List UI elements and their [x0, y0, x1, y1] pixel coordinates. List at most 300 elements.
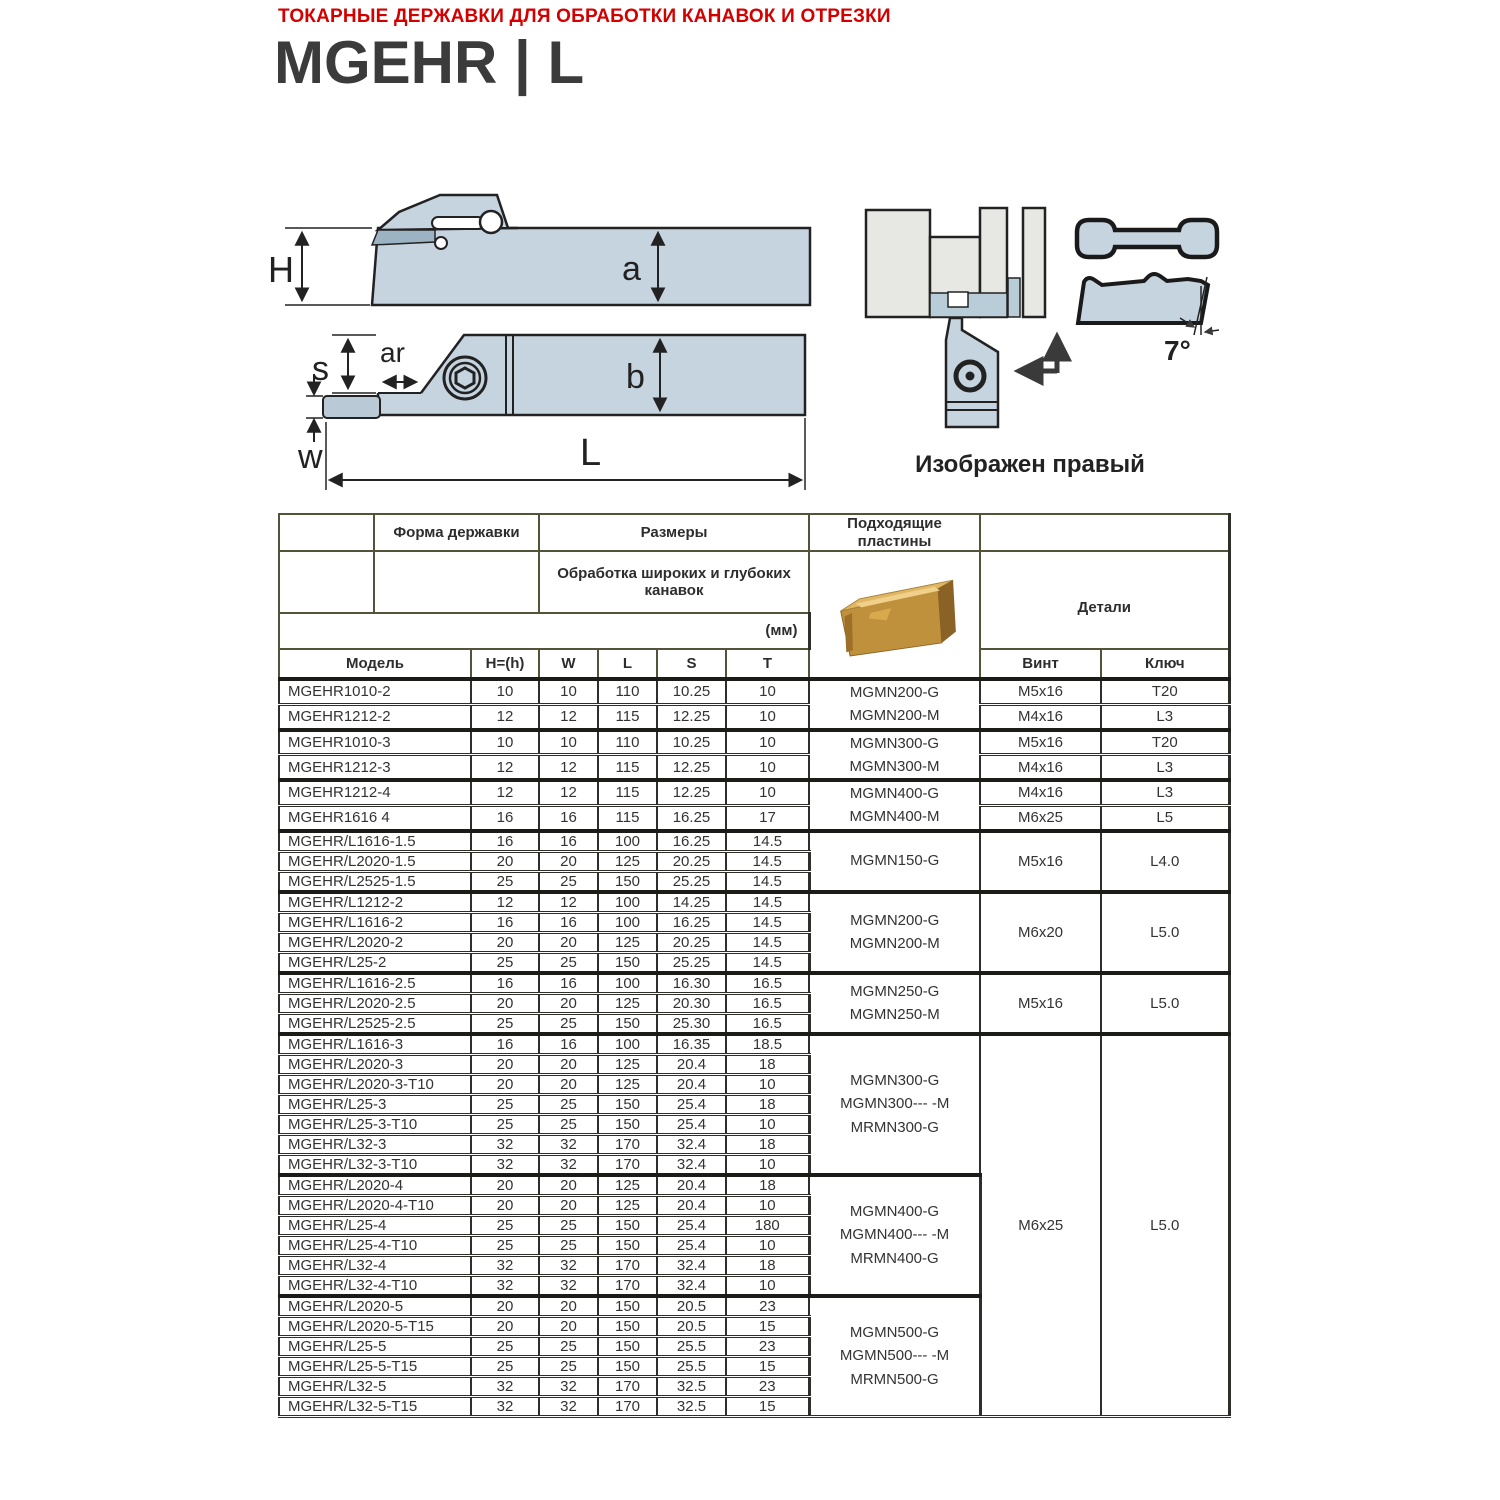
dim-w-cell: 20 — [539, 993, 598, 1013]
plate-line: MGMN200-M — [849, 707, 940, 725]
dim-s-cell: 25.4 — [657, 1215, 726, 1235]
dim-t-cell: 23 — [726, 1376, 809, 1396]
dim-w-cell: 25 — [539, 1336, 598, 1356]
dim-s-cell: 20.5 — [657, 1296, 726, 1317]
dim-t-cell: 14.5 — [726, 952, 809, 973]
plate-line: MGMN500--- -M — [839, 1347, 950, 1365]
dim-h-cell: 20 — [471, 1074, 539, 1094]
dim-w-cell: 32 — [539, 1134, 598, 1154]
dim-s-cell: 32.5 — [657, 1376, 726, 1396]
dim-t-cell: 18 — [726, 1054, 809, 1074]
dim-h-cell: 20 — [471, 1195, 539, 1215]
mini-holder-drawing — [946, 318, 998, 427]
dim-t-cell: 16.5 — [726, 1013, 809, 1034]
angle-label: 7° — [1164, 335, 1191, 366]
dim-s-cell: 32.4 — [657, 1255, 726, 1275]
dim-t-cell: 15 — [726, 1316, 809, 1336]
dim-w-cell: 12 — [539, 755, 598, 780]
dim-h-cell: 32 — [471, 1255, 539, 1275]
dim-l-cell: 100 — [598, 831, 657, 852]
dim-w-cell: 20 — [539, 1316, 598, 1336]
dim-w-cell: 12 — [539, 892, 598, 913]
model-cell: MGEHR/L2525-1.5 — [279, 871, 471, 892]
dim-h-cell: 25 — [471, 1094, 539, 1114]
dim-l-cell: 170 — [598, 1255, 657, 1275]
model-cell: MGEHR1010-2 — [279, 679, 471, 704]
col-header-t: T — [726, 649, 809, 679]
clamp-slot-hole — [480, 211, 502, 233]
dim-s-cell: 20.25 — [657, 851, 726, 871]
col-header-w: W — [539, 649, 598, 679]
plates-cell — [809, 1034, 980, 1175]
dim-t-cell: 17 — [726, 805, 809, 830]
dim-h-cell: 32 — [471, 1275, 539, 1296]
page-tagline: ТОКАРНЫЕ ДЕРЖАВКИ ДЛЯ ОБРАБОТКИ КАНАВОК И ОТРЕЗКИ — [278, 6, 891, 27]
model-cell: MGEHR/L32-3-T10 — [279, 1154, 471, 1175]
plates-cell — [809, 780, 980, 831]
dim-l-cell: 100 — [598, 973, 657, 994]
screw-cell: M6x20 — [980, 892, 1101, 973]
model-cell: MGEHR/L2020-2 — [279, 932, 471, 952]
plate-line: MRMN300-G — [850, 1118, 939, 1136]
dim-h-cell: 25 — [471, 871, 539, 892]
header-holder-form: Форма державки — [374, 514, 539, 551]
model-cell: MGEHR/L2020-5-T15 — [279, 1316, 471, 1336]
dim-t-cell: 16.5 — [726, 973, 809, 994]
screw-cell: M5x16 — [980, 730, 1101, 755]
dim-h-cell: 20 — [471, 1296, 539, 1317]
dim-l-cell: 110 — [598, 679, 657, 704]
plate-line: MGMN500-G — [849, 1324, 940, 1342]
plates-cell — [809, 679, 980, 730]
dim-s-cell: 20.4 — [657, 1195, 726, 1215]
dim-l-cell: 110 — [598, 730, 657, 755]
dim-h-cell: 32 — [471, 1154, 539, 1175]
col-header-h: H=(h) — [471, 649, 539, 679]
col-header-s: S — [657, 649, 726, 679]
dim-l-cell: 100 — [598, 892, 657, 913]
dim-s-cell: 20.4 — [657, 1074, 726, 1094]
col-header-screw: Винт — [980, 649, 1101, 679]
plates-cell — [809, 892, 980, 973]
dim-l-cell: 150 — [598, 871, 657, 892]
table-row — [279, 892, 1229, 913]
key-cell: L5.0 — [1101, 973, 1229, 1034]
spec-table-body — [279, 679, 1229, 1416]
key-cell: L5.0 — [1101, 1034, 1229, 1417]
model-cell: MGEHR/L32-4-T10 — [279, 1275, 471, 1296]
dim-s-cell: 25.30 — [657, 1013, 726, 1034]
groove-slot — [948, 292, 968, 307]
dim-s-cell: 25.4 — [657, 1114, 726, 1134]
dim-w-cell: 20 — [539, 1054, 598, 1074]
dim-t-cell: 23 — [726, 1296, 809, 1317]
table-row — [279, 973, 1229, 994]
model-cell: MGEHR1010-3 — [279, 730, 471, 755]
dim-w-cell: 16 — [539, 831, 598, 852]
spec-table-head — [279, 514, 1229, 679]
model-cell: MGEHR/L1616-2.5 — [279, 973, 471, 994]
dim-s-cell: 32.4 — [657, 1275, 726, 1296]
dim-t-cell: 18 — [726, 1175, 809, 1196]
table-row — [279, 755, 1229, 780]
dim-t-cell: 14.5 — [726, 831, 809, 852]
dim-w-cell: 16 — [539, 1034, 598, 1055]
model-cell: MGEHR/L1616-3 — [279, 1034, 471, 1055]
plate-photo — [820, 553, 970, 671]
dim-w-cell: 32 — [539, 1396, 598, 1416]
dim-l-cell: 170 — [598, 1396, 657, 1416]
spec-table — [278, 513, 1231, 1418]
feed-direction-arrows — [1018, 336, 1057, 373]
plate-line: MGMN300-G — [850, 1072, 940, 1090]
dim-t-cell: 10 — [726, 1235, 809, 1255]
dim-l-cell: 150 — [598, 1356, 657, 1376]
plate-line: MGMN250-G — [850, 982, 940, 1000]
dim-w-cell: 32 — [539, 1255, 598, 1275]
dim-label-s: s — [312, 350, 329, 388]
dim-h-cell: 25 — [471, 952, 539, 973]
insert-tip — [323, 396, 380, 418]
plate-line: MGMN400-M — [849, 808, 940, 826]
screw-cell: M6x25 — [980, 1034, 1101, 1417]
dim-h-cell: 32 — [471, 1396, 539, 1416]
dim-l-cell: 125 — [598, 851, 657, 871]
figure-caption: Изображен правый — [915, 451, 1145, 478]
plates-cell — [809, 730, 980, 781]
dim-s-cell: 14.25 — [657, 892, 726, 913]
workpiece-drawing — [866, 208, 1045, 317]
dim-s-cell: 25.25 — [657, 871, 726, 892]
dim-w-cell: 12 — [539, 704, 598, 729]
dim-t-cell: 10 — [726, 755, 809, 780]
dim-h-cell: 12 — [471, 704, 539, 729]
dim-t-cell: 10 — [726, 730, 809, 755]
model-cell: MGEHR/L2020-5 — [279, 1296, 471, 1317]
dim-s-cell: 10.25 — [657, 730, 726, 755]
dim-t-cell: 15 — [726, 1356, 809, 1376]
model-cell: MGEHR/L2525-2.5 — [279, 1013, 471, 1034]
dim-h-cell: 16 — [471, 973, 539, 994]
dim-l-cell: 150 — [598, 1316, 657, 1336]
dim-t-cell: 18 — [726, 1094, 809, 1114]
model-cell: MGEHR1212-2 — [279, 704, 471, 729]
dim-w-cell: 20 — [539, 851, 598, 871]
dim-t-cell: 15 — [726, 1396, 809, 1416]
dim-w-cell: 16 — [539, 912, 598, 932]
dim-s-cell: 20.4 — [657, 1175, 726, 1196]
insert-side-view — [1078, 274, 1219, 366]
dim-label-w: w — [298, 438, 323, 476]
plate-line: MGMN300-G — [849, 734, 940, 752]
header-details: Детали — [980, 551, 1229, 649]
dim-h-cell: 25 — [471, 1114, 539, 1134]
page-title: MGEHR | L — [274, 29, 585, 96]
header-empty-right — [980, 514, 1229, 551]
dim-t-cell: 18 — [726, 1255, 809, 1275]
dim-w — [297, 374, 323, 476]
plate-line: MGMN200-G — [849, 684, 940, 701]
dim-t-cell: 14.5 — [726, 851, 809, 871]
model-cell: MGEHR/L25-4-T10 — [279, 1235, 471, 1255]
dim-h-cell: 16 — [471, 912, 539, 932]
model-cell: MGEHR/L25-5-T15 — [279, 1356, 471, 1376]
dim-s-cell: 25.4 — [657, 1235, 726, 1255]
holder-top-view — [297, 333, 805, 490]
holder-dimension-drawing — [260, 150, 830, 500]
plate-line: MGMN200-M — [849, 935, 940, 952]
screw-cell: M5x16 — [980, 831, 1101, 892]
insert-pocket — [372, 230, 435, 245]
dim-l-cell: 170 — [598, 1134, 657, 1154]
dim-w-cell: 10 — [539, 679, 598, 704]
key-cell: T20 — [1101, 730, 1229, 755]
dim-l-cell: 170 — [598, 1154, 657, 1175]
dim-h-cell: 12 — [471, 892, 539, 913]
dim-w-cell: 25 — [539, 952, 598, 973]
plate-line: MGMN400-G — [849, 785, 940, 802]
dim-w-cell: 20 — [539, 1195, 598, 1215]
dim-t-cell: 23 — [726, 1336, 809, 1356]
dim-w-cell: 25 — [539, 1235, 598, 1255]
dim-w-cell: 25 — [539, 1215, 598, 1235]
dim-h-cell: 20 — [471, 1316, 539, 1336]
key-cell: L3 — [1101, 704, 1229, 729]
header-empty-cell — [374, 551, 539, 613]
dim-w-cell: 32 — [539, 1275, 598, 1296]
table-row — [279, 1034, 1229, 1055]
dim-s-cell: 12.25 — [657, 704, 726, 729]
dim-l-cell: 150 — [598, 1296, 657, 1317]
dim-t-cell: 14.5 — [726, 932, 809, 952]
dim-t-cell: 10 — [726, 1154, 809, 1175]
dim-s-cell: 16.25 — [657, 912, 726, 932]
dim-w-cell: 20 — [539, 932, 598, 952]
key-cell: T20 — [1101, 679, 1229, 704]
dim-h-cell: 10 — [471, 730, 539, 755]
header-dimensions: Размеры — [539, 514, 809, 551]
dim-h-cell: 20 — [471, 993, 539, 1013]
dim-label-a: a — [622, 250, 641, 288]
table-row — [279, 704, 1229, 729]
dim-s-cell: 20.25 — [657, 932, 726, 952]
model-cell: MGEHR/L2020-4-T10 — [279, 1195, 471, 1215]
dim-s-cell: 25.5 — [657, 1356, 726, 1376]
plate-line: MRMN400-G — [850, 1249, 939, 1267]
table-row — [279, 730, 1229, 755]
clamp-slot — [432, 217, 484, 229]
dim-w-cell: 32 — [539, 1154, 598, 1175]
dim-h-cell: 12 — [471, 780, 539, 805]
screw-cell: M4x16 — [980, 755, 1101, 780]
dim-l-cell: 115 — [598, 780, 657, 805]
header-plates: Подходящие пластины — [809, 514, 980, 551]
screw-cell: M6x25 — [980, 805, 1101, 830]
dim-t-cell: 10 — [726, 704, 809, 729]
dim-s-cell: 16.35 — [657, 1034, 726, 1055]
dim-l-cell: 115 — [598, 755, 657, 780]
key-cell: L3 — [1101, 780, 1229, 805]
dim-w-cell: 25 — [539, 871, 598, 892]
dim-h-cell: 32 — [471, 1134, 539, 1154]
dim-h-cell: 20 — [471, 1175, 539, 1196]
dim-w-cell: 25 — [539, 1013, 598, 1034]
dim-l-cell: 125 — [598, 1074, 657, 1094]
header-dimensions-sub: Обработка широких и глубоких канавок — [539, 551, 809, 613]
header-empty-cell — [279, 551, 374, 613]
dim-l-cell: 100 — [598, 1034, 657, 1055]
dim-s-cell: 32.4 — [657, 1154, 726, 1175]
col-header-key: Ключ — [1101, 649, 1229, 679]
holder-side-view — [268, 195, 810, 305]
table-row — [279, 780, 1229, 805]
plate-line: MGMN300--- -M — [840, 1095, 950, 1113]
dim-l-cell: 125 — [598, 993, 657, 1013]
dim-h-cell: 16 — [471, 831, 539, 852]
dim-h-cell: 16 — [471, 1034, 539, 1055]
dim-t-cell: 14.5 — [726, 892, 809, 913]
dim-t-cell: 10 — [726, 1114, 809, 1134]
plate-photo-cell — [809, 551, 980, 679]
dim-s-cell: 20.5 — [657, 1316, 726, 1336]
dim-w-cell: 20 — [539, 1296, 598, 1317]
dim-t-cell: 180 — [726, 1215, 809, 1235]
dim-h-cell: 25 — [471, 1336, 539, 1356]
model-cell: MGEHR/L1616-1.5 — [279, 831, 471, 852]
dim-h-cell: 10 — [471, 679, 539, 704]
model-cell: MGEHR/L2020-4 — [279, 1175, 471, 1196]
model-cell: MGEHR/L32-5-T15 — [279, 1396, 471, 1416]
dim-s-cell: 16.30 — [657, 973, 726, 994]
dim-w-cell: 25 — [539, 1356, 598, 1376]
dim-h-cell: 20 — [471, 1054, 539, 1074]
dim-s — [312, 335, 376, 393]
model-cell: MGEHR/L25-2 — [279, 952, 471, 973]
model-cell: MGEHR/L25-3-T10 — [279, 1114, 471, 1134]
insert-top-view — [1077, 220, 1217, 257]
dim-h-cell: 20 — [471, 932, 539, 952]
dim-label-H: H — [268, 249, 294, 290]
dim-label-b: b — [626, 358, 645, 396]
key-cell: L5 — [1101, 805, 1229, 830]
dim-l-cell: 150 — [598, 1235, 657, 1255]
dim-s-cell: 32.5 — [657, 1396, 726, 1416]
dim-label-L: L — [580, 432, 602, 474]
plate-line: MGMN400-G — [849, 1203, 940, 1221]
dim-l-cell: 115 — [598, 805, 657, 830]
dim-w-cell: 16 — [539, 805, 598, 830]
dim-h-cell: 25 — [471, 1356, 539, 1376]
dim-label-ar: ar — [380, 337, 405, 368]
model-cell: MGEHR/L32-5 — [279, 1376, 471, 1396]
dim-h-cell: 16 — [471, 805, 539, 830]
dim-t-cell: 10 — [726, 1074, 809, 1094]
application-drawing — [850, 180, 1270, 500]
groove-strip — [1008, 278, 1020, 317]
dim-L — [326, 418, 805, 490]
key-cell: L5.0 — [1101, 892, 1229, 973]
dim-t-cell: 16.5 — [726, 993, 809, 1013]
dim-w-cell: 20 — [539, 1074, 598, 1094]
dim-s-cell: 25.5 — [657, 1336, 726, 1356]
header-units: (мм) — [279, 613, 809, 649]
dim-l-cell: 150 — [598, 1336, 657, 1356]
key-cell: L3 — [1101, 755, 1229, 780]
dim-l-cell: 125 — [598, 932, 657, 952]
plate-line: MGMN400--- -M — [839, 1226, 950, 1244]
clamp-detail — [435, 237, 447, 249]
plate-line: MGMN200-G — [850, 911, 940, 929]
screw-cell: M4x16 — [980, 780, 1101, 805]
dim-t-cell: 18 — [726, 1134, 809, 1154]
dim-l-cell: 125 — [598, 1054, 657, 1074]
model-cell: MGEHR/L25-5 — [279, 1336, 471, 1356]
dim-s-cell: 25.25 — [657, 952, 726, 973]
model-cell: MGEHR/L32-4 — [279, 1255, 471, 1275]
dim-l-cell: 150 — [598, 1094, 657, 1114]
dim-l-cell: 150 — [598, 1215, 657, 1235]
table-row — [279, 831, 1229, 852]
dim-s-cell: 12.25 — [657, 780, 726, 805]
screw-cell: M5x16 — [980, 679, 1101, 704]
dim-s-cell: 20.4 — [657, 1054, 726, 1074]
dim-w-cell: 32 — [539, 1376, 598, 1396]
plate-line: MGMN150-G — [850, 852, 940, 870]
dim-t-cell: 10 — [726, 1275, 809, 1296]
dim-l-cell: 100 — [598, 912, 657, 932]
dim-w-cell: 16 — [539, 973, 598, 994]
model-cell: MGEHR/L2020-3 — [279, 1054, 471, 1074]
model-cell: MGEHR/L32-3 — [279, 1134, 471, 1154]
dim-s-cell: 16.25 — [657, 831, 726, 852]
col-header-model: Модель — [279, 649, 471, 679]
model-cell: MGEHR/L25-3 — [279, 1094, 471, 1114]
dim-l-cell: 150 — [598, 1114, 657, 1134]
dim-h-cell: 25 — [471, 1013, 539, 1034]
model-cell: MGEHR1212-4 — [279, 780, 471, 805]
plate-line: MGMN300-M — [849, 757, 940, 775]
dim-l-cell: 150 — [598, 1013, 657, 1034]
dim-h-cell: 32 — [471, 1376, 539, 1396]
dim-l-cell: 125 — [598, 1195, 657, 1215]
model-cell: MGEHR/L2020-2.5 — [279, 993, 471, 1013]
dim-l-cell: 115 — [598, 704, 657, 729]
model-cell: MGEHR/L1616-2 — [279, 912, 471, 932]
dim-h-cell: 25 — [471, 1215, 539, 1235]
dim-l-cell: 125 — [598, 1175, 657, 1196]
dim-s-cell: 32.4 — [657, 1134, 726, 1154]
dim-h-cell: 12 — [471, 755, 539, 780]
dim-t-cell: 14.5 — [726, 871, 809, 892]
col-header-l: L — [598, 649, 657, 679]
dim-s-cell: 16.25 — [657, 805, 726, 830]
screw-cell: M5x16 — [980, 973, 1101, 1034]
dim-t-cell: 10 — [726, 780, 809, 805]
dim-w-cell: 20 — [539, 1175, 598, 1196]
dim-w-cell: 25 — [539, 1094, 598, 1114]
dim-h-cell: 20 — [471, 851, 539, 871]
dim-s-cell: 25.4 — [657, 1094, 726, 1114]
plate-line: MRMN500-G — [850, 1370, 939, 1388]
plates-cell — [809, 831, 980, 892]
header-empty-corner — [279, 514, 374, 551]
dim-l-cell: 150 — [598, 952, 657, 973]
dim-w-cell: 10 — [539, 730, 598, 755]
model-cell: MGEHR1616 4 — [279, 805, 471, 830]
key-cell: L4.0 — [1101, 831, 1229, 892]
model-cell: MGEHR/L25-4 — [279, 1215, 471, 1235]
dim-l-cell: 170 — [598, 1376, 657, 1396]
